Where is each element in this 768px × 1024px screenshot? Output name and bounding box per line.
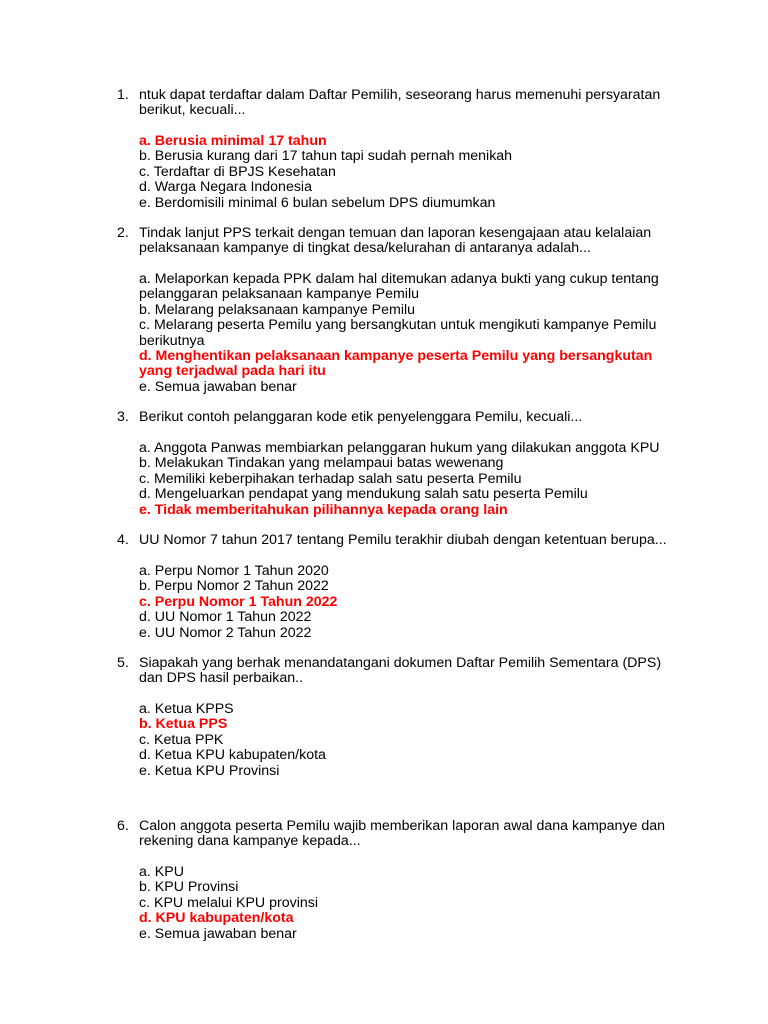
answer-options [139,865,679,942]
option-d: d. Menghentikan pelaksanaan kampanye peserta Pemilu yang bersangkutan yang terjadwal pada hari itu [139,348,653,380]
question-number: 2. [117,225,129,241]
option-e: e. UU Nomor 2 Tahun 2022 [139,624,312,641]
option-e: e. Semua jawaban benar [139,378,297,395]
option-a: a. Berusia minimal 17 tahun [139,133,327,149]
question-number: 4. [117,532,129,548]
answer-options [139,564,679,641]
answer-options [139,702,679,779]
option-b: b. Berusia kurang dari 17 tahun tapi sudah pernah menikah [139,148,513,165]
option-c: c. Melarang peserta Pemilu yang bersangkutan untuk mengikuti kampanye Pemilu berikutnya [139,317,657,349]
question-number: 6. [117,818,129,834]
question-text: Calon anggota peserta Pemilu wajib memberikan laporan awal dana kampanye dan rekening dana kampanye kepada... [139,818,666,850]
option-e: e. Berdomisili minimal 6 bulan sebelum DPS diumumkan [139,194,496,211]
option-a: a. Melaporkan kepada PPK dalam hal ditemukan adanya bukti yang cukup tentang pelanggaran pelaksanaan kampanye Pemilu [139,271,659,303]
option-d: d. UU Nomor 1 Tahun 2022 [139,609,312,626]
option-b: b. Ketua PPS [139,716,228,733]
option-c: c. Memiliki keberpihakan terhadap salah satu peserta Pemilu [139,470,522,487]
option-c: c. KPU melalui KPU provinsi [139,894,318,911]
question-text: Siapakah yang berhak menandatangani dokumen Daftar Pemilih Sementara (DPS) dan DPS hasil perbaikan.. [139,655,662,687]
option-b: b. Perpu Nomor 2 Tahun 2022 [139,578,329,595]
option-b: b. Melarang pelaksanaan kampanye Pemilu [139,301,416,318]
option-d: d. Mengeluarkan pendapat yang mendukung salah satu peserta Pemilu [139,486,588,503]
option-d: d. KPU kabupaten/kota [139,910,294,927]
option-a: a. Ketua KPPS [139,701,234,717]
option-e: e. Tidak memberitahukan pilihannya kepada orang lain [139,501,508,518]
option-e: e. Semua jawaban benar [139,925,297,942]
question-text: Tindak lanjut PPS terkait dengan temuan dan laporan kesengajaan atau kelalaian pelaksanaan kampanye di tingkat desa/kelurahan di antaranya adalah... [139,225,652,257]
option-b: b. Melakukan Tindakan yang melampaui batas wewenang [139,455,504,472]
answer-options [139,134,679,211]
option-a: a. Perpu Nomor 1 Tahun 2020 [139,563,329,579]
option-b: b. KPU Provinsi [139,879,239,896]
answer-options [139,441,679,518]
answer-options [139,272,679,395]
option-c: c. Perpu Nomor 1 Tahun 2022 [139,593,338,610]
option-c: c. Ketua PPK [139,731,224,748]
option-a: a. KPU [139,864,184,880]
question-text: ntuk dapat terdaftar dalam Daftar Pemilih, seseorang harus memenuhi persyaratan berikut, kecuali... [139,87,661,119]
option-e: e. Ketua KPU Provinsi [139,762,280,779]
question-number: 3. [117,409,129,425]
question-number: 1. [117,87,129,103]
option-d: d. Ketua KPU kabupaten/kota [139,747,326,764]
question-number: 5. [117,655,129,671]
question-text: UU Nomor 7 tahun 2017 tentang Pemilu terakhir diubah dengan ketentuan berupa... [139,532,667,548]
question-text: Berikut contoh pelanggaran kode etik penyelenggara Pemilu, kecuali... [139,409,583,425]
option-c: c. Terdaftar di BPJS Kesehatan [139,163,336,180]
option-a: a. Anggota Panwas membiarkan pelanggaran hukum yang dilakukan anggota KPU [139,440,660,456]
option-d: d. Warga Negara Indonesia [139,179,312,196]
